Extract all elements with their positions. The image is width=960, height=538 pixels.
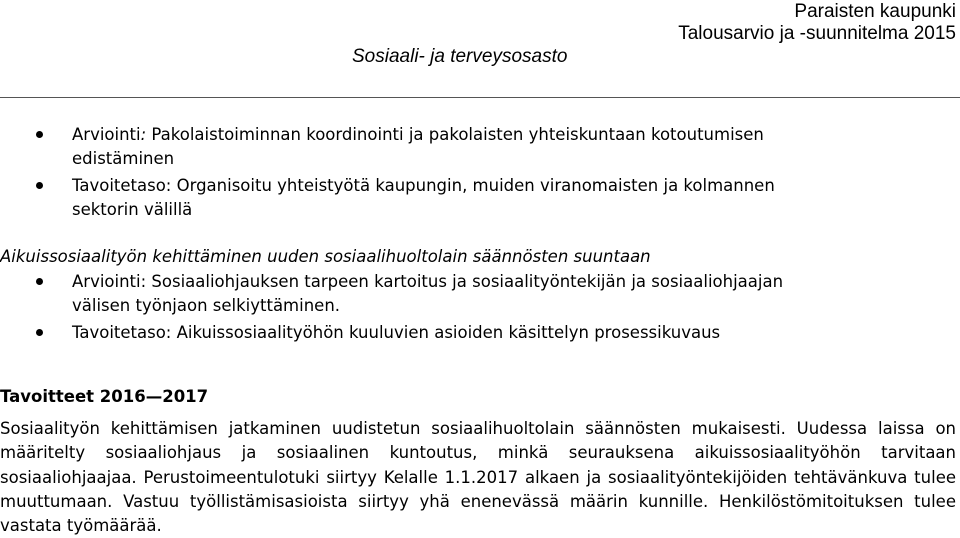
header-divider (0, 97, 960, 98)
block2-item1-line2: välisen työnjaon selkiyttäminen. (72, 296, 341, 315)
bullet-icon (36, 278, 43, 285)
block1-item2-line1: Tavoitetaso: Organisoitu yhteistyötä kaupungin, muiden viranomaisten ja kolmannen (72, 176, 775, 195)
bullet-icon (36, 182, 43, 189)
block2-item1-line1: Arviointi: Sosiaaliohjauksen tarpeen kartoitus ja sosiaalityöntekijän ja sosiaaliohjaajan (72, 272, 784, 291)
block1-item1-line2: edistäminen (72, 149, 175, 168)
block1-item1-label: Arviointi (72, 125, 141, 144)
header-budget-title: Talousarvio ja -suunnitelma 2015 (678, 23, 956, 44)
bullet-icon (36, 329, 43, 336)
header-organization: Paraisten kaupunki (794, 1, 956, 22)
goals-paragraph: Sosiaalityön kehittämisen jatkaminen uudistetun sosiaalihuoltolain säännösten mukaisesti. Uudessa laissa on määritelty sosiaaliohjaus ja sosiaalinen kuntoutus, minkä seurauksena aikuissosiaalityöhön tarvitaan sosiaaliohjaajaa. Perustoimeentulotuki siirtyy Kelalle 1.1.2017 alkaen ja sosiaalityöntekijöiden tehtävänkuva tulee muuttumaan. Vastuu työllistämisasioista siirtyy yhä enenevässä määrin kunnille. Henkilöstömitoituksen tulee vastata työmäärää. (0, 419, 956, 536)
bullet-icon (36, 131, 43, 138)
block1-item1-line1 (72, 123, 954, 147)
goals-heading: Tavoitteet 2016—2017 (0, 387, 209, 406)
section-heading: Aikuissosiaalityön kehittäminen uuden sosiaalihuoltolain säännösten suuntaan (0, 247, 651, 266)
block1-item1-text: Pakolaistoiminnan koordinointi ja pakolaisten yhteiskuntaan kotoutumisen (146, 125, 764, 144)
block2-item2-line1: Tavoitetaso: Aikuissosiaalityöhön kuuluvien asioiden käsittelyn prosessikuvaus (72, 323, 721, 342)
header-department: Sosiaali- ja terveysosasto (352, 46, 568, 67)
block1-item2-line2: sektorin välillä (72, 200, 193, 219)
block1-item1-colon: : (140, 125, 147, 144)
